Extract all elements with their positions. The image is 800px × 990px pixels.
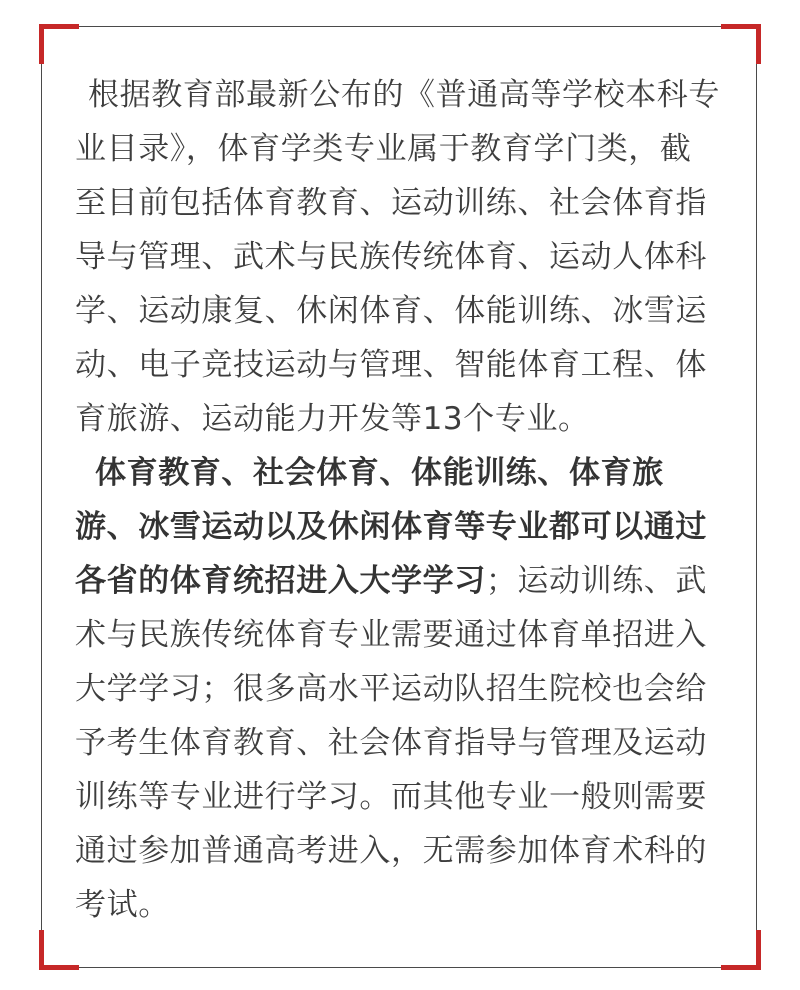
- text-line: 大学学习；很多高水平运动队招生院校也会给: [75, 671, 707, 707]
- corner-ornament-top-right: [721, 24, 761, 64]
- normal-text-segment: ；运动训练、武: [485, 563, 708, 599]
- text-line: 予考生体育教育、社会体育指导与管理及运动: [75, 725, 707, 761]
- text-line: 业目录》，体育学类专业属于教育学门类，截: [75, 131, 692, 167]
- document-text-body: [75, 68, 735, 932]
- paragraph-2: [75, 446, 735, 932]
- corner-ornament-top-left: [39, 24, 79, 64]
- text-line: 训练等专业进行学习。而其他专业一般则需要: [75, 779, 707, 815]
- bold-text-segment: 各省的体育统招进入大学学习: [75, 563, 486, 599]
- text-line-bold: 游、冰雪运动以及休闲体育等专业都可以通过: [75, 509, 707, 545]
- text-line: 育旅游、运动能力开发等13个专业。: [75, 401, 590, 437]
- text-line: 动、电子竞技运动与管理、智能体育工程、体: [75, 347, 707, 383]
- corner-ornament-bottom-right: [721, 930, 761, 970]
- text-line-bold: 体育教育、社会体育、体能训练、体育旅: [95, 455, 664, 491]
- corner-ornament-bottom-left: [39, 930, 79, 970]
- text-line: 根据教育部最新公布的《普通高等学校本科专: [88, 77, 720, 113]
- text-line: 考试。: [75, 887, 170, 923]
- text-line: 导与管理、武术与民族传统体育、运动人体科: [75, 239, 707, 275]
- text-line: 通过参加普通高考进入，无需参加体育术科的: [75, 833, 707, 869]
- text-line: 至目前包括体育教育、运动训练、社会体育指: [75, 185, 707, 221]
- text-line: 术与民族传统体育专业需要通过体育单招进入: [75, 617, 707, 653]
- text-line: 学、运动康复、休闲体育、体能训练、冰雪运: [75, 293, 707, 329]
- paragraph-1: [75, 68, 735, 446]
- text-line-mixed: [75, 554, 735, 608]
